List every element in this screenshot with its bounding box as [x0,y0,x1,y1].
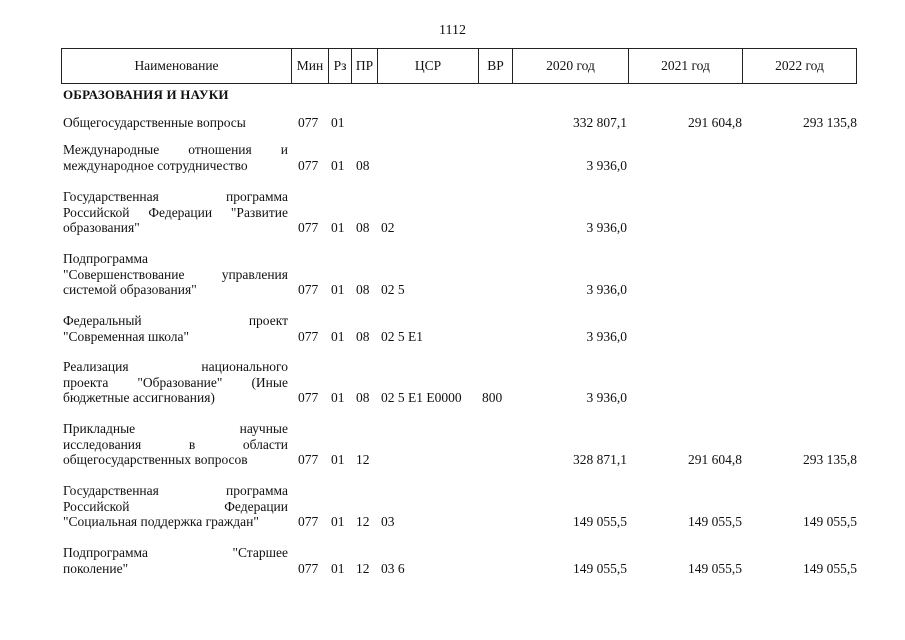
cell-y2020: 3 936,0 [586,282,627,297]
header-csr: ЦСР [378,49,479,83]
cell-y2021: 291 604,8 [688,452,742,467]
row-name-line [63,421,288,437]
row-name-word: исследования [63,436,142,452]
row-name-line: "Социальная поддержка граждан" [63,514,259,529]
cell-y2022: 149 055,5 [803,560,857,576]
cell-pr: 08 [356,328,370,344]
row-name-line [63,437,288,453]
cell-rz: 01 [331,452,345,467]
row-name-line: международное сотрудничество [63,157,248,173]
row-name [63,545,288,576]
cell-rz: 01 [331,514,345,529]
cell-csr: 02 5 E1 E0000 [381,390,462,405]
cell-csr: 03 6 [381,560,405,576]
cell-pr: 08 [356,390,370,405]
row-name-line [63,483,288,499]
cell-vr: 800 [482,390,503,405]
row-name [63,142,288,173]
row-name-word: Прикладные [63,421,136,436]
row-name-word: отношения [188,142,252,157]
row-name-line [63,359,288,375]
row-name-line: Подпрограмма [63,251,148,266]
row-name-word: Федерации [148,204,213,220]
cell-min: 077 [298,514,319,529]
cell-y2020: 328 871,1 [573,452,627,467]
row-name-word: "Образование" [137,374,223,390]
cell-pr: 08 [356,157,370,173]
row-name-word: "Совершенствование [63,266,185,282]
row-name [63,359,288,406]
cell-min: 077 [298,115,319,130]
row-name-word: управления [221,266,288,282]
row-name-line [63,499,288,515]
cell-csr: 03 [381,514,395,529]
row-name-word: проект [248,313,288,328]
header-rz: Рз [329,49,352,83]
cell-min: 077 [298,452,319,467]
cell-y2022: 149 055,5 [803,514,857,529]
row-name [63,251,288,298]
cell-y2020: 3 936,0 [586,157,627,173]
row-name-line: бюджетные ассигнования) [63,390,215,405]
cell-y2020: 3 936,0 [586,328,627,344]
row-name-word: программа [226,483,288,498]
cell-pr: 08 [356,220,370,235]
row-name-word: Федерации [224,498,288,514]
cell-rz: 01 [331,282,345,297]
cell-min: 077 [298,157,319,173]
header-2020: 2020 год [513,49,629,83]
cell-y2020: 149 055,5 [573,560,627,576]
row-name-word: Реализация [63,359,129,374]
row-name-line: Общегосударственные вопросы [63,115,246,130]
header-min: Мин [292,49,329,83]
row-name-line [63,545,288,561]
row-name-line [63,375,288,391]
cell-csr: 02 5 [381,282,405,297]
row-name-word: "Развитие [230,204,288,220]
row-name-word: Государственная [63,483,159,498]
cell-rz: 01 [331,328,345,344]
page-number: 1112 [439,23,466,38]
cell-pr: 12 [356,452,370,467]
row-name [63,189,288,236]
cell-y2020: 149 055,5 [573,514,627,529]
row-name-line: образования" [63,220,140,235]
cell-rz: 01 [331,157,345,173]
row-name-word: Федеральный [63,313,142,328]
cell-y2020: 332 807,1 [573,115,627,130]
row-name-word: Международные [63,142,160,157]
row-name [63,313,288,344]
row-name-word: Российской [63,204,130,220]
header-pr: ПР [352,49,378,83]
cell-min: 077 [298,220,319,235]
row-name-word: программа [226,189,288,204]
cell-pr: 12 [356,560,370,576]
cell-y2020: 3 936,0 [586,220,627,235]
cell-csr: 02 [381,220,395,235]
row-name [63,115,288,131]
row-name-line: "Современная школа" [63,328,190,344]
row-name [63,483,288,530]
row-name-word: и [280,142,288,157]
header-2021: 2021 год [629,49,743,83]
cell-y2021: 149 055,5 [688,514,742,529]
cell-y2021: 149 055,5 [688,560,742,576]
cell-y2020: 3 936,0 [586,390,627,405]
row-name-word: проекта [63,374,109,390]
row-name-word: "Старшее [232,545,288,560]
row-name-word: Государственная [63,189,159,204]
row-name-line: общегосударственных вопросов [63,452,248,467]
cell-min: 077 [298,282,319,297]
cell-y2021: 291 604,8 [688,115,742,130]
row-name-word: в [188,436,196,452]
cell-min: 077 [298,390,319,405]
cell-y2022: 293 135,8 [803,452,857,467]
row-name [63,421,288,468]
header-vr: ВР [479,49,513,83]
row-name-word: (Иные [251,374,288,390]
row-name-line [63,189,288,205]
header-2022: 2022 год [775,58,824,73]
row-name-line: системой образования" [63,282,197,297]
row-name-word: национального [201,359,288,374]
cell-rz: 01 [331,220,345,235]
row-name-line: поколение" [63,560,129,576]
row-name-word: научные [239,421,288,436]
cell-rz: 01 [331,390,345,405]
cell-rz: 01 [331,115,345,130]
row-name-word: Российской [63,498,130,514]
cell-y2022: 293 135,8 [803,115,857,130]
row-name-line [63,313,288,329]
cell-min: 077 [298,328,319,344]
row-name-line [63,142,288,158]
row-name-word: Подпрограмма [63,545,148,560]
cell-min: 077 [298,560,319,576]
row-name-word: области [242,436,288,452]
section-title: ОБРАЗОВАНИЯ И НАУКИ [63,87,229,102]
cell-csr: 02 5 E1 [381,328,423,344]
row-name-line [63,267,288,283]
cell-rz: 01 [331,560,345,576]
header-name: Наименование [62,49,292,83]
cell-pr: 12 [356,514,370,529]
row-name-line [63,205,288,221]
cell-pr: 08 [356,282,370,297]
table-header [61,48,857,84]
